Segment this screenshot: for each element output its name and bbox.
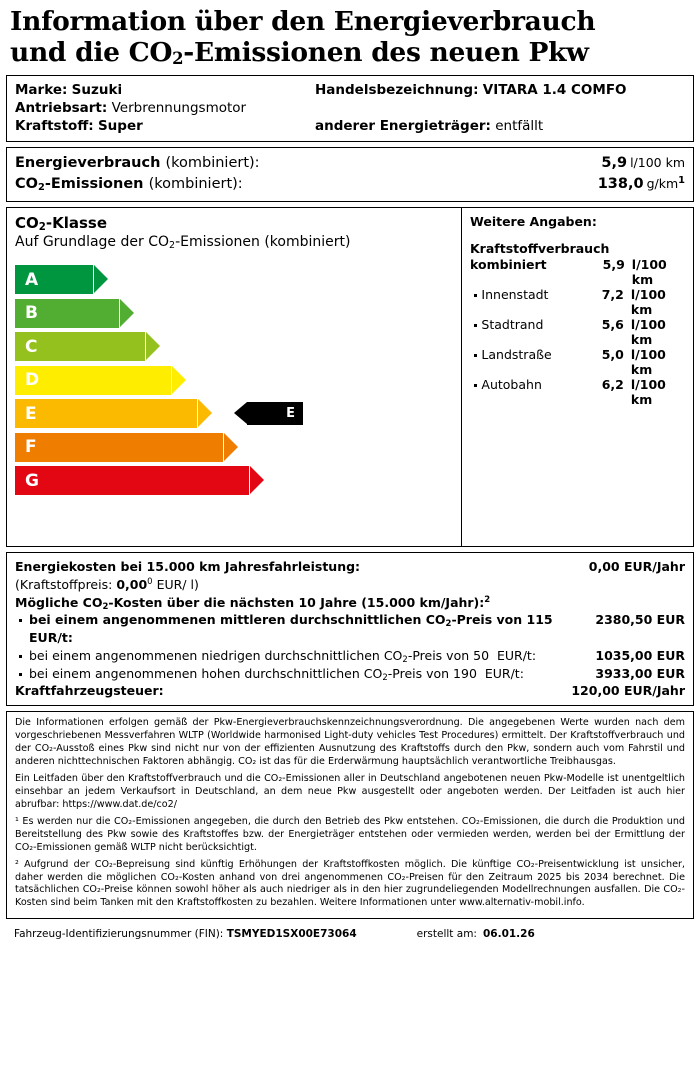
co2-price-scenario-text: [29, 665, 595, 683]
created-value: 06.01.26: [482, 928, 535, 941]
co2-class-bar-label: D: [25, 370, 40, 391]
kraftstoffverbrauch-row: [470, 317, 687, 347]
co2-class-bar-label: E: [25, 403, 37, 424]
moegliche-co2-kosten-footnote: 2: [484, 594, 491, 605]
kraftstoffverbrauch-kombiniert-label: kombiniert: [470, 256, 547, 272]
co2-class-bar-label: F: [25, 437, 37, 458]
co2-price-scenario-amount: 3933,00 EUR: [595, 665, 685, 681]
kraftstoffverbrauch-kombiniert-unit: l/100 km: [631, 256, 667, 287]
scenario-subscript: 2: [402, 654, 408, 665]
scenario-text-b: -Preis von: [407, 647, 470, 663]
co2-emissionen-label: [15, 174, 243, 195]
co2-class-bar-body-c: [15, 332, 145, 361]
bullet-icon: [15, 665, 29, 683]
footnote-paragraph-4: ² Aufgrund der CO₂-Bepreisung sind künftig Erhöhungen der Kraftstoffkosten möglich. Die künftige CO₂-Preisentwicklung ist unsicher, daher werden die möglichen CO₂-Kosten anhand von drei angenommenen CO₂-Preisen für den Zeitraum 2025 bis 2034 berechnet. Die tatsächlichen CO₂-Preise können sowohl höher als auch niedriger als in den hier zugrundeliegenden Modellrechnungen ausfallen. Die CO₂-Kosten sind beim Tanken mit den Kraftstoffkosten zu bezahlen. Weitere Informationen unter www.alternativ-mobil.info.: [15, 858, 685, 909]
scenario-text-b: -Preis von: [451, 612, 523, 628]
kraftstoffpreis-row: [15, 576, 685, 594]
co2-class-bar-label: A: [25, 269, 39, 290]
kraftstoffverbrauch-row: [470, 287, 687, 317]
consumption-box: [6, 147, 694, 202]
energiekosten-value: 0,00: [588, 559, 620, 575]
kraftstoffpreis-superscript: 0: [147, 576, 153, 587]
energieverbrauch-value: 5,9: [601, 155, 628, 172]
energiekosten-unit: EUR/Jahr: [623, 559, 685, 575]
co2-class-bar-body-e: [15, 399, 197, 428]
fin-label: Fahrzeug-Identifizierungsnummer (FIN):: [14, 928, 224, 941]
co2-class-bar-body-d: [15, 366, 171, 395]
co2-class-bar-b: [15, 298, 453, 330]
scenario-text-b: -Preis von: [387, 665, 450, 681]
vehicle-row-2: [15, 99, 685, 117]
moegliche-co2-kosten-heading: [15, 594, 490, 612]
co2-class-title-a: CO: [15, 214, 39, 233]
kraftstoffpreis-value: 0,00: [116, 576, 148, 592]
energieverbrauch-label-bold: Energieverbrauch: [15, 155, 161, 172]
scenario-price: 115: [526, 612, 553, 628]
antriebsart-label: Antriebsart:: [15, 99, 108, 116]
kraftstoffverbrauch-row: [470, 377, 687, 407]
bullet-icon: [470, 347, 481, 362]
co2-class-box: [6, 207, 694, 547]
scenario-price-unit: EUR/t:: [484, 665, 524, 681]
co2-label-subscript: 2: [37, 182, 45, 194]
energiekosten-row: [15, 558, 685, 576]
moegliche-co2-kosten-heading-row: [15, 594, 685, 612]
co2-price-scenario-text: [29, 611, 595, 647]
kraftstoffverbrauch-heading: Kraftstoffverbrauch: [470, 241, 610, 257]
title-line-2: [10, 37, 692, 68]
energieverbrauch-label-light: (kombiniert):: [165, 155, 260, 172]
kraftfahrzeugsteuer-row: [15, 682, 685, 700]
vehicle-row-3: [15, 117, 685, 135]
co2-price-scenario-row: [15, 647, 685, 665]
scenario-subscript: 2: [445, 619, 452, 630]
marke-value: Suzuki: [71, 81, 123, 98]
energiekosten-value-group: [589, 558, 685, 576]
kraftstoffpreis-label: (Kraftstoffpreis:: [15, 576, 113, 592]
co2-class-bar-label: B: [25, 303, 38, 324]
kraftstoff-field: [15, 117, 315, 135]
co2-class-bar-e: [15, 398, 453, 430]
bullet-icon: [15, 611, 29, 629]
scenario-price-unit: EUR/t:: [496, 647, 537, 663]
kraftstoffverbrauch-row-unit: l/100 km: [630, 316, 666, 347]
weitere-angaben-heading: Weitere Angaben:: [470, 214, 597, 230]
kraftstoffverbrauch-row: [470, 347, 687, 377]
co2-price-scenario-amount: 2380,50 EUR: [595, 612, 685, 628]
kraftstoffverbrauch-row-label: Landstraße: [481, 346, 552, 362]
co2-class-title: [15, 214, 453, 232]
co2-unit-footnote-marker: 1: [678, 175, 685, 187]
kraftstoffpreis-unit: EUR/ l): [156, 576, 199, 592]
created-label: erstellt am:: [416, 928, 477, 941]
kraftfahrzeugsteuer-value: 120,00: [571, 683, 620, 699]
handelsbezeichnung-value: VITARA 1.4 COMFO: [482, 81, 627, 98]
footnote-paragraph-3: ¹ Es werden nur die CO₂-Emissionen angegeben, die durch den Betrieb des Pkw entstehen. CO₂-Emissionen, die durch die Produktion und Bereitstellung des Pkw sowie des Kraftstoffes bzw. der Energieträger entstehen oder vermieden werden, werden bei der Ermittlung der CO₂-Emissionen gemäß WLTP nicht berücksichtigt.: [15, 815, 685, 853]
kraftstoffverbrauch-row-label: Autobahn: [481, 376, 542, 392]
kraftstoff-value: Super: [97, 117, 143, 134]
co2-class-bar-g: [15, 465, 453, 497]
co2-price-scenario-amount: 1035,00 EUR: [595, 647, 685, 663]
marke-field: [15, 81, 315, 99]
kraftstoffverbrauch-row-unit: l/100 km: [630, 346, 666, 377]
kraftstoffverbrauch-row-value: 5,6: [601, 316, 624, 332]
scenario-text-a: bei einem angenommenen niedrigen durchschnittlichen CO: [29, 647, 403, 663]
co2-class-subtitle-a: Auf Grundlage der CO: [15, 234, 169, 251]
co2-class-bar-label: G: [25, 470, 39, 491]
antriebsart-field: [15, 99, 315, 117]
energieverbrauch-row: [15, 153, 685, 174]
anderer-energietraeger-value: entfällt: [495, 117, 544, 134]
co2-class-bar-c: [15, 331, 453, 363]
co2-emissionen-row: [15, 174, 685, 195]
co2-emissionen-value-group: [598, 174, 685, 195]
co2-class-bar-f: [15, 432, 453, 464]
energieverbrauch-value-group: [601, 153, 685, 174]
co2-class-bar-label: C: [25, 336, 38, 357]
co2-class-bar-a: [15, 264, 453, 296]
handelsbezeichnung-label: Handelsbezeichnung:: [315, 81, 479, 98]
kraftfahrzeugsteuer-unit: EUR/Jahr: [623, 683, 685, 699]
scenario-subscript: 2: [382, 672, 388, 683]
kraftstoff-label: Kraftstoff:: [15, 117, 94, 134]
scenario-price: 190: [453, 665, 477, 681]
co2-class-title-b: -Klasse: [45, 214, 108, 233]
co2-class-bars: [15, 264, 453, 497]
energiekosten-label: Energiekosten bei 15.000 km Jahresfahrleistung:: [15, 559, 361, 575]
fin-bar: [6, 924, 694, 940]
co2-class-bar-body-a: [15, 265, 93, 294]
page-title: [6, 4, 694, 75]
co2-class-bar-d: [15, 365, 453, 397]
title-co2-subscript: 2: [172, 49, 184, 69]
energieverbrauch-unit: l/100 km: [630, 155, 685, 171]
scenario-text-a: bei einem angenommenen mittleren durchschnittlichen CO: [29, 612, 446, 628]
footnotes-box: [6, 711, 694, 919]
kraftstoffverbrauch-row-value: 5,0: [601, 346, 624, 362]
co2-label-a: CO: [15, 176, 38, 193]
title-line-2-a: und die CO: [10, 37, 173, 69]
bullet-icon: [470, 287, 481, 302]
scenario-text-a: bei einem angenommenen hohen durchschnittlichen CO: [29, 665, 383, 681]
kraftstoffverbrauch-row-label: Stadtrand: [481, 316, 544, 332]
bullet-icon: [15, 647, 29, 665]
co2-class-bar-body-b: [15, 299, 119, 328]
co2-class-selected-marker: [233, 399, 303, 428]
anderer-energietraeger-label: anderer Energieträger:: [315, 117, 491, 134]
kraftfahrzeugsteuer-value-group: [571, 682, 685, 700]
costs-box: [6, 552, 694, 706]
co2-price-scenario-row: [15, 665, 685, 683]
kraftstoffverbrauch-kombiniert-row: [470, 257, 687, 287]
co2-class-subtitle-b: -Emissionen (kombiniert): [175, 234, 351, 251]
bullet-icon: [470, 317, 481, 332]
co2-class-bar-body-g: [15, 466, 249, 495]
vehicle-info-box: [6, 75, 694, 143]
co2-label-light: (kombiniert):: [148, 176, 243, 193]
footnote-paragraph-1: Die Informationen erfolgen gemäß der Pkw-Energieverbrauchskennzeichnungsverordnung. Die angegebenen Werte wurden nach dem vorgeschriebenen Messverfahren WLTP (Worldwide harmonised Light-duty vehicles Test Procedures) ermittelt. Der Kraftstoffverbrauch und der CO₂-Ausstoß eines Pkw sind nicht nur von der effizienten Ausnutzung des Kraftstoffs durch den Pkw, sondern auch vom Fahrstil und anderen nichttechnischen Faktoren abhängig. CO₂ ist das für die Erderwärmung hauptsächlich verantwortliche Treibhausgas.: [15, 717, 685, 768]
weitere-angaben-panel: [461, 208, 693, 546]
scenario-price-unit: EUR/t:: [29, 630, 73, 646]
co2-price-scenario-text: [29, 647, 595, 665]
kraftstoffverbrauch-kombiniert-value: 5,9: [602, 256, 625, 272]
co2-price-scenario-row: [15, 611, 685, 647]
co2-price-scenario-rows: [15, 611, 685, 682]
co2-class-selected-arrow: E: [247, 402, 303, 425]
co2-class-subtitle: [15, 234, 453, 250]
moegliche-co2-kosten-subscript: 2: [102, 601, 109, 612]
title-line-1: Information über den Energieverbrauch: [10, 6, 596, 37]
footnote-paragraph-2: Ein Leitfaden über den Kraftstoffverbrauch und die CO₂-Emissionen aller in Deutschland angebotenen neuen Pkw-Modelle ist unentgeltlich einsehbar an jedem Verkaufsort in Deutschland, an dem neue Pkw ausgestellt oder angeboten werden. Der Leitfaden ist auch hier abrufbar: https://www.dat.de/co2/: [15, 772, 685, 810]
co2-label-b: -Emissionen: [44, 176, 144, 193]
marke-label: Marke:: [15, 81, 68, 98]
fin-value: TSMYED1SX00E73064: [226, 928, 357, 941]
co2-class-title-subscript: 2: [38, 222, 46, 234]
vehicle-row-2-spacer: [315, 99, 685, 117]
kraftstoffverbrauch-row-value: 6,2: [601, 376, 624, 392]
co2-emissionen-value: 138,0: [597, 176, 644, 193]
kraftstoffverbrauch-detail-rows: [470, 287, 687, 407]
energieverbrauch-label: [15, 153, 260, 174]
kraftstoffverbrauch-row-label: Innenstadt: [481, 286, 549, 302]
kraftstoffverbrauch-row-unit: l/100 km: [630, 286, 666, 317]
co2-emissionen-unit: g/km: [646, 176, 679, 192]
moegliche-co2-kosten-a: Mögliche CO: [15, 594, 103, 610]
co2-class-bar-body-f: [15, 433, 223, 462]
handelsbezeichnung-field: [315, 81, 685, 99]
bullet-icon: [470, 377, 481, 392]
title-line-2-b: -Emissionen des neuen Pkw: [183, 37, 589, 69]
kraftfahrzeugsteuer-label: Kraftfahrzeugsteuer:: [15, 683, 164, 699]
co2-class-subtitle-subscript: 2: [169, 240, 176, 252]
co2-class-scale-panel: [7, 208, 461, 546]
moegliche-co2-kosten-b: -Kosten über die nächsten 10 Jahre (15.000 km/Jahr):: [108, 594, 485, 610]
antriebsart-value: Verbrennungsmotor: [111, 99, 247, 116]
vehicle-row-1: [15, 81, 685, 99]
scenario-price: 50: [473, 647, 490, 663]
kraftstoffverbrauch-row-value: 7,2: [601, 286, 624, 302]
kraftstoffverbrauch-row-unit: l/100 km: [630, 376, 666, 407]
anderer-energietraeger-field: [315, 117, 685, 135]
